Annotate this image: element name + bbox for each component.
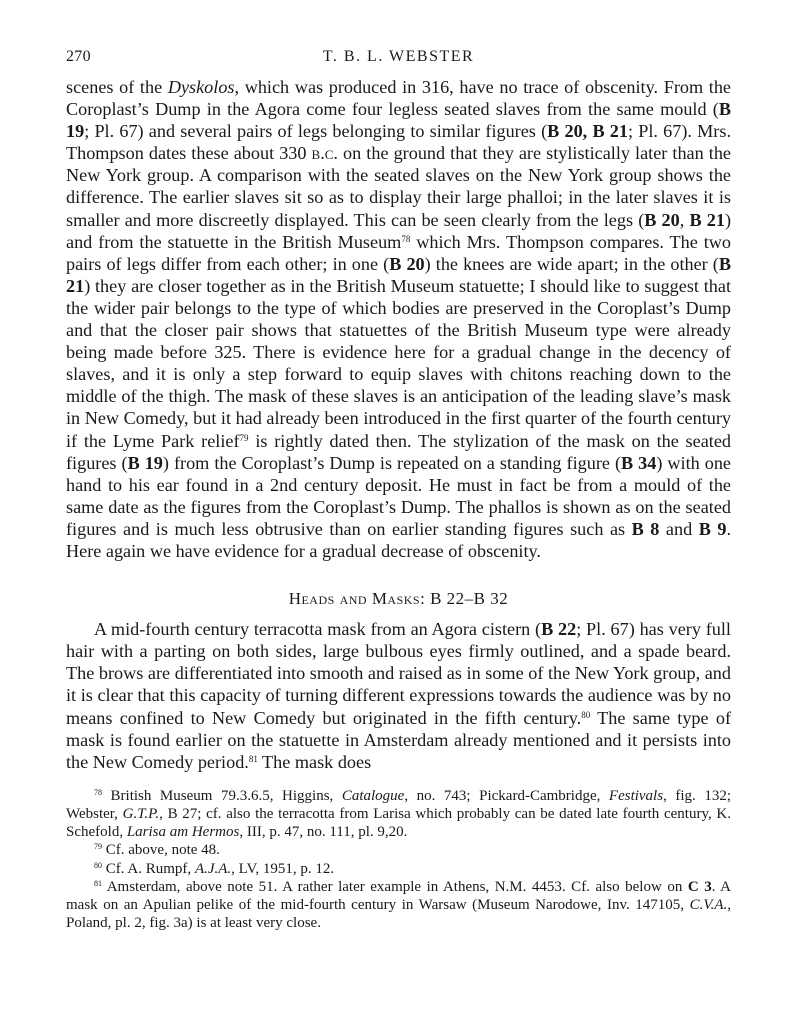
document-page: [66, 48, 731, 932]
text-run: ,: [679, 209, 690, 230]
text-run: , which was produced in 316, have no trace of obscenity. From the Coroplast’s Dump in the Agora come four legless seated slaves from the same mould (: [66, 77, 731, 120]
text-run: . Here again we have evidence for a gradual decrease of obscenity.: [66, 518, 731, 561]
italic-title: G.T.P.: [122, 806, 160, 823]
catalogue-ref: B 21: [689, 209, 725, 230]
text-run: scenes of the: [66, 77, 168, 97]
running-head: T. B. L. WEBSTER: [322, 48, 475, 65]
footnote-marker: 78: [401, 233, 411, 244]
text-run: British Museum 79.3.6.5, Higgins,: [102, 787, 342, 804]
section-heading: [66, 588, 731, 610]
text-run: ) they are closer together as in the British Museum statuette; I should like to suggest that the wider pair belongs to the type of which bodies are preserved in the Coroplast’s Dump and that the closer pair shows that statuettes of the British Museum type were already being made before 325. There is evidence here for a gradual change in the decency of slaves, and it is only a step forward to equip slaves with chitons reaching down to the middle of the thigh. The mask of these slaves is an anticipation of the leading slave’s mask in New Comedy, but it had already been introduced in the first quarter of the fourth century if the Lyme Park relief: [66, 275, 731, 451]
text-run: is rightly dated then. The stylization of the mask on the seated figures (: [66, 430, 732, 473]
footnote-number: 80: [94, 860, 102, 870]
text-run: , LV, 1951, p. 12.: [231, 860, 335, 877]
italic-title: Larisa am Hermos: [126, 824, 240, 841]
italic-title: C.V.A.: [689, 897, 728, 914]
text-run: A mid-fourth century terracotta mask from an Agora cistern (: [94, 619, 542, 640]
text-run: ) the knees are wide apart; in the other (: [424, 253, 719, 274]
footnote-81: [66, 878, 731, 933]
italic-title: A.J.A.: [194, 860, 232, 877]
era-abbr: b.c.: [311, 143, 338, 164]
text-run: . A mask on an Apulian pelike of the mid-fourth century in Warsaw (Museum Narodowe, Inv. 147105,: [66, 878, 731, 914]
footnote-marker: 79: [239, 432, 249, 443]
footnote-number: 81: [94, 878, 102, 888]
text-run: ) and from the statuette in the British Museum: [66, 209, 731, 252]
text-run: on the ground that they are stylistically later than the New York group. A comparison with the seated slaves on the New York group shows the difference. The earlier slaves sit so as to display their large phalloi; in the later slaves it is smaller and more discreetly displayed. This can be seen clearly from the legs (: [66, 143, 732, 230]
text-run: Cf. above, note 48.: [102, 842, 220, 859]
text-run: ) with one hand to his ear found in a 2nd century deposit. He must in fact be from a mould of the same date as the figures from the Coroplast’s Dump. The phallos is shown as on the seated figures and is much less obtrusive than on earlier standing figures such as: [66, 452, 732, 539]
footnote-79: [66, 841, 731, 859]
text-run: The mask does: [257, 751, 372, 772]
catalogue-ref: B 9: [698, 518, 727, 539]
catalogue-ref: B 34: [621, 452, 657, 473]
italic-title: Catalogue: [341, 787, 405, 804]
footnote-number: 78: [94, 787, 102, 797]
text-run: ; Pl. 67) and several pairs of legs belonging to similar figures (: [84, 121, 548, 142]
text-run: which Mrs. Thompson compares. The two pairs of legs differ from each other; in one (: [66, 231, 731, 274]
page-number: 270: [66, 48, 91, 65]
footnote-number: 79: [94, 842, 102, 852]
text-run: ) from the Coroplast’s Dump is repeated on a standing figure (: [162, 452, 622, 473]
catalogue-ref: B 21: [592, 121, 628, 142]
footnote-80: [66, 860, 731, 878]
footnote-marker: 80: [581, 709, 591, 720]
catalogue-ref: B 19: [66, 99, 731, 142]
text-run: , Poland, pl. 2, fig. 3a) is at least very close.: [66, 897, 731, 932]
text-run: Cf. A. Rumpf,: [102, 860, 195, 877]
catalogue-ref: B 19: [127, 452, 163, 473]
footnote-78: [66, 787, 731, 842]
footnotes: [66, 787, 731, 933]
text-run: , B 27; cf. also the terracotta from Larisa which probably can be dated late fourth century, K. Schefold,: [66, 806, 731, 841]
title-dyskolos: Dyskolos: [167, 77, 235, 97]
text-run: , III, p. 47, no. 111, pl. 9,20.: [239, 824, 408, 841]
catalogue-ref: B 20: [389, 253, 425, 274]
section-range: B 22–B 32: [425, 589, 509, 609]
text-run: ; Pl. 67). Mrs. Thompson dates these about 330: [66, 121, 731, 164]
text-run: ; Pl. 67) has very full hair with a parting on both sides, large bulbous eyes firmly outlined, and a spade beard. The brows are differentiated into smooth and raised as in some of the New York group, and it is clear that this capacity of turning different expressions towards the audience was by no means confined to New Comedy but originated in the fifth century.: [66, 619, 731, 728]
text-run: Amsterdam, above note 51. A rather later example in Athens, N.M. 4453. Cf. also below on: [102, 878, 688, 895]
text-run: The same type of mask is found earlier on the statuette in Amsterdam already mentioned and it persists into the New Comedy period.: [66, 707, 731, 772]
catalogue-ref: B 22: [541, 619, 577, 640]
italic-title: Festivals: [608, 787, 664, 804]
section-title: Heads and Masks:: [288, 589, 426, 609]
text-run: and: [659, 518, 699, 539]
page-header: [66, 48, 731, 76]
paragraph-2: [66, 618, 731, 773]
text-run: , no. 743; Pickard-Cambridge,: [404, 787, 609, 804]
paragraph-1: [66, 76, 731, 562]
catalogue-ref: B 21: [66, 253, 732, 296]
catalogue-ref: B 20,: [547, 121, 588, 142]
footnote-marker: 81: [248, 753, 258, 764]
body-text: [66, 76, 731, 773]
catalogue-ref: B 8: [631, 518, 660, 539]
catalogue-ref: B 20: [644, 209, 680, 230]
catalogue-ref: C 3: [687, 878, 712, 895]
text-run: , fig. 132; Webster,: [66, 787, 731, 823]
